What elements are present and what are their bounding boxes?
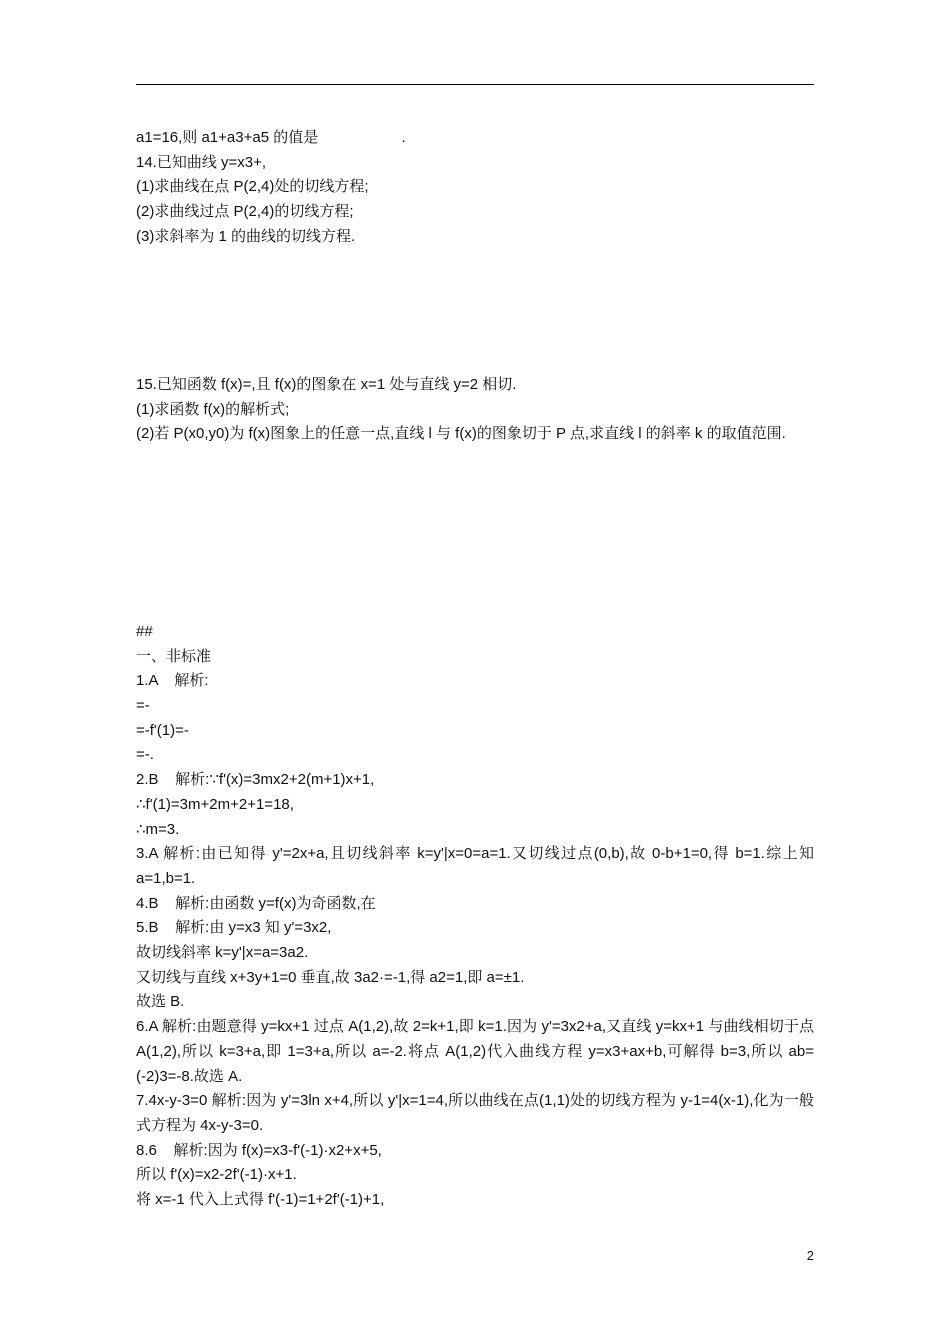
header-rule xyxy=(136,84,814,85)
answer-4: 4.B 解析:由函数 y=f(x)为奇函数,在 xyxy=(136,894,376,912)
blank-line xyxy=(136,546,814,571)
answer-5-step-2: 又切线与直线 x+3y+1=0 垂直,故 3a2·=-1,得 a2=1,即 a=±1. xyxy=(136,968,525,986)
question-14-part-2: (2)求曲线过点 P(2,4)的切线方程; xyxy=(136,203,354,221)
answer-1: 1.A 解析: xyxy=(136,672,209,690)
question-14-title: 14.已知曲线 y=x3+, xyxy=(136,153,267,171)
answer-section-title: 一、非标准 xyxy=(136,647,212,665)
answer-3: 3.A 解析:由已知得 y'=2x+a,且切线斜率 k=y'|x=0=a=1.又切线过点(0,b),故 0-b+1=0,得 b=1.综上知 a=1,b=1. xyxy=(136,845,814,887)
blank-line xyxy=(136,447,814,472)
answer-2-step-2: ∴m=3. xyxy=(136,820,180,838)
answer-2-step-1: ∴f'(1)=3m+2m+2+1=18, xyxy=(136,795,294,813)
blank-line xyxy=(136,299,814,324)
document-body xyxy=(136,126,814,1213)
answer-8: 8.6 解析:因为 f(x)=x3-f'(-1)·x2+x+5, xyxy=(136,1141,382,1159)
blank-line xyxy=(136,250,814,275)
blank-line xyxy=(136,521,814,546)
answer-1-step-2: =-f'(1)=- xyxy=(136,721,189,739)
question-14-part-1: (1)求曲线在点 P(2,4)处的切线方程; xyxy=(136,178,369,196)
blank-line xyxy=(136,274,814,299)
answer-section-marker: ## xyxy=(136,622,153,640)
answer-8-step-1: 所以 f'(x)=x2-2f'(-1)·x+1. xyxy=(136,1166,297,1184)
page-number: 2 xyxy=(806,1248,814,1263)
answer-1-step-3: =-. xyxy=(136,746,154,764)
blank-line xyxy=(136,472,814,497)
answer-5: 5.B 解析:由 y=x3 知 y'=3x2, xyxy=(136,919,332,937)
answer-2: 2.B 解析:∵f'(x)=3mx2+2(m+1)x+1, xyxy=(136,771,375,789)
blank-line xyxy=(136,571,814,596)
blank-line xyxy=(136,324,814,349)
answer-6: 6.A 解析:由题意得 y=kx+1 过点 A(1,2),故 2=k+1,即 k=1.因为 y'=3x2+a,又直线 y=kx+1 与曲线相切于点 A(1,2),所以 k=3+a,即 1=3+a,所以 a=-2.将点 A(1,2)代入曲线方程 y=x3+ax+b,可解得 b=3,所以 ab=(-2)3=-8.故选 A. xyxy=(136,1018,814,1085)
blank-line xyxy=(136,595,814,620)
answer-1-step-1: =- xyxy=(136,696,150,714)
question-13-tail: a1=16,则 a1+a3+a5 的值是 . xyxy=(136,129,406,146)
answer-8-step-2: 将 x=-1 代入上式得 f'(-1)=1+2f'(-1)+1, xyxy=(136,1191,385,1209)
answer-5-step-1: 故切线斜率 k=y'|x=a=3a2. xyxy=(136,944,309,962)
blank-line xyxy=(136,348,814,373)
question-15-title: 15.已知函数 f(x)=,且 f(x)的图象在 x=1 处与直线 y=2 相切. xyxy=(136,375,517,393)
question-14-part-3: (3)求斜率为 1 的曲线的切线方程. xyxy=(136,227,356,245)
blank-line xyxy=(136,496,814,521)
question-15-part-1: (1)求函数 f(x)的解析式; xyxy=(136,400,290,418)
answer-5-step-3: 故选 B. xyxy=(136,993,185,1011)
question-15-part-2: (2)若 P(x0,y0)为 f(x)图象上的任意一点,直线 l 与 f(x)的图象切于 P 点,求直线 l 的斜率 k 的取值范围. xyxy=(136,425,786,443)
answer-7: 7.4x-y-3=0 解析:因为 y'=3ln x+4,所以 y'|x=1=4,所以曲线在点(1,1)处的切线方程为 y-1=4(x-1),化为一般式方程为 4x-y-3=0. xyxy=(136,1092,814,1134)
